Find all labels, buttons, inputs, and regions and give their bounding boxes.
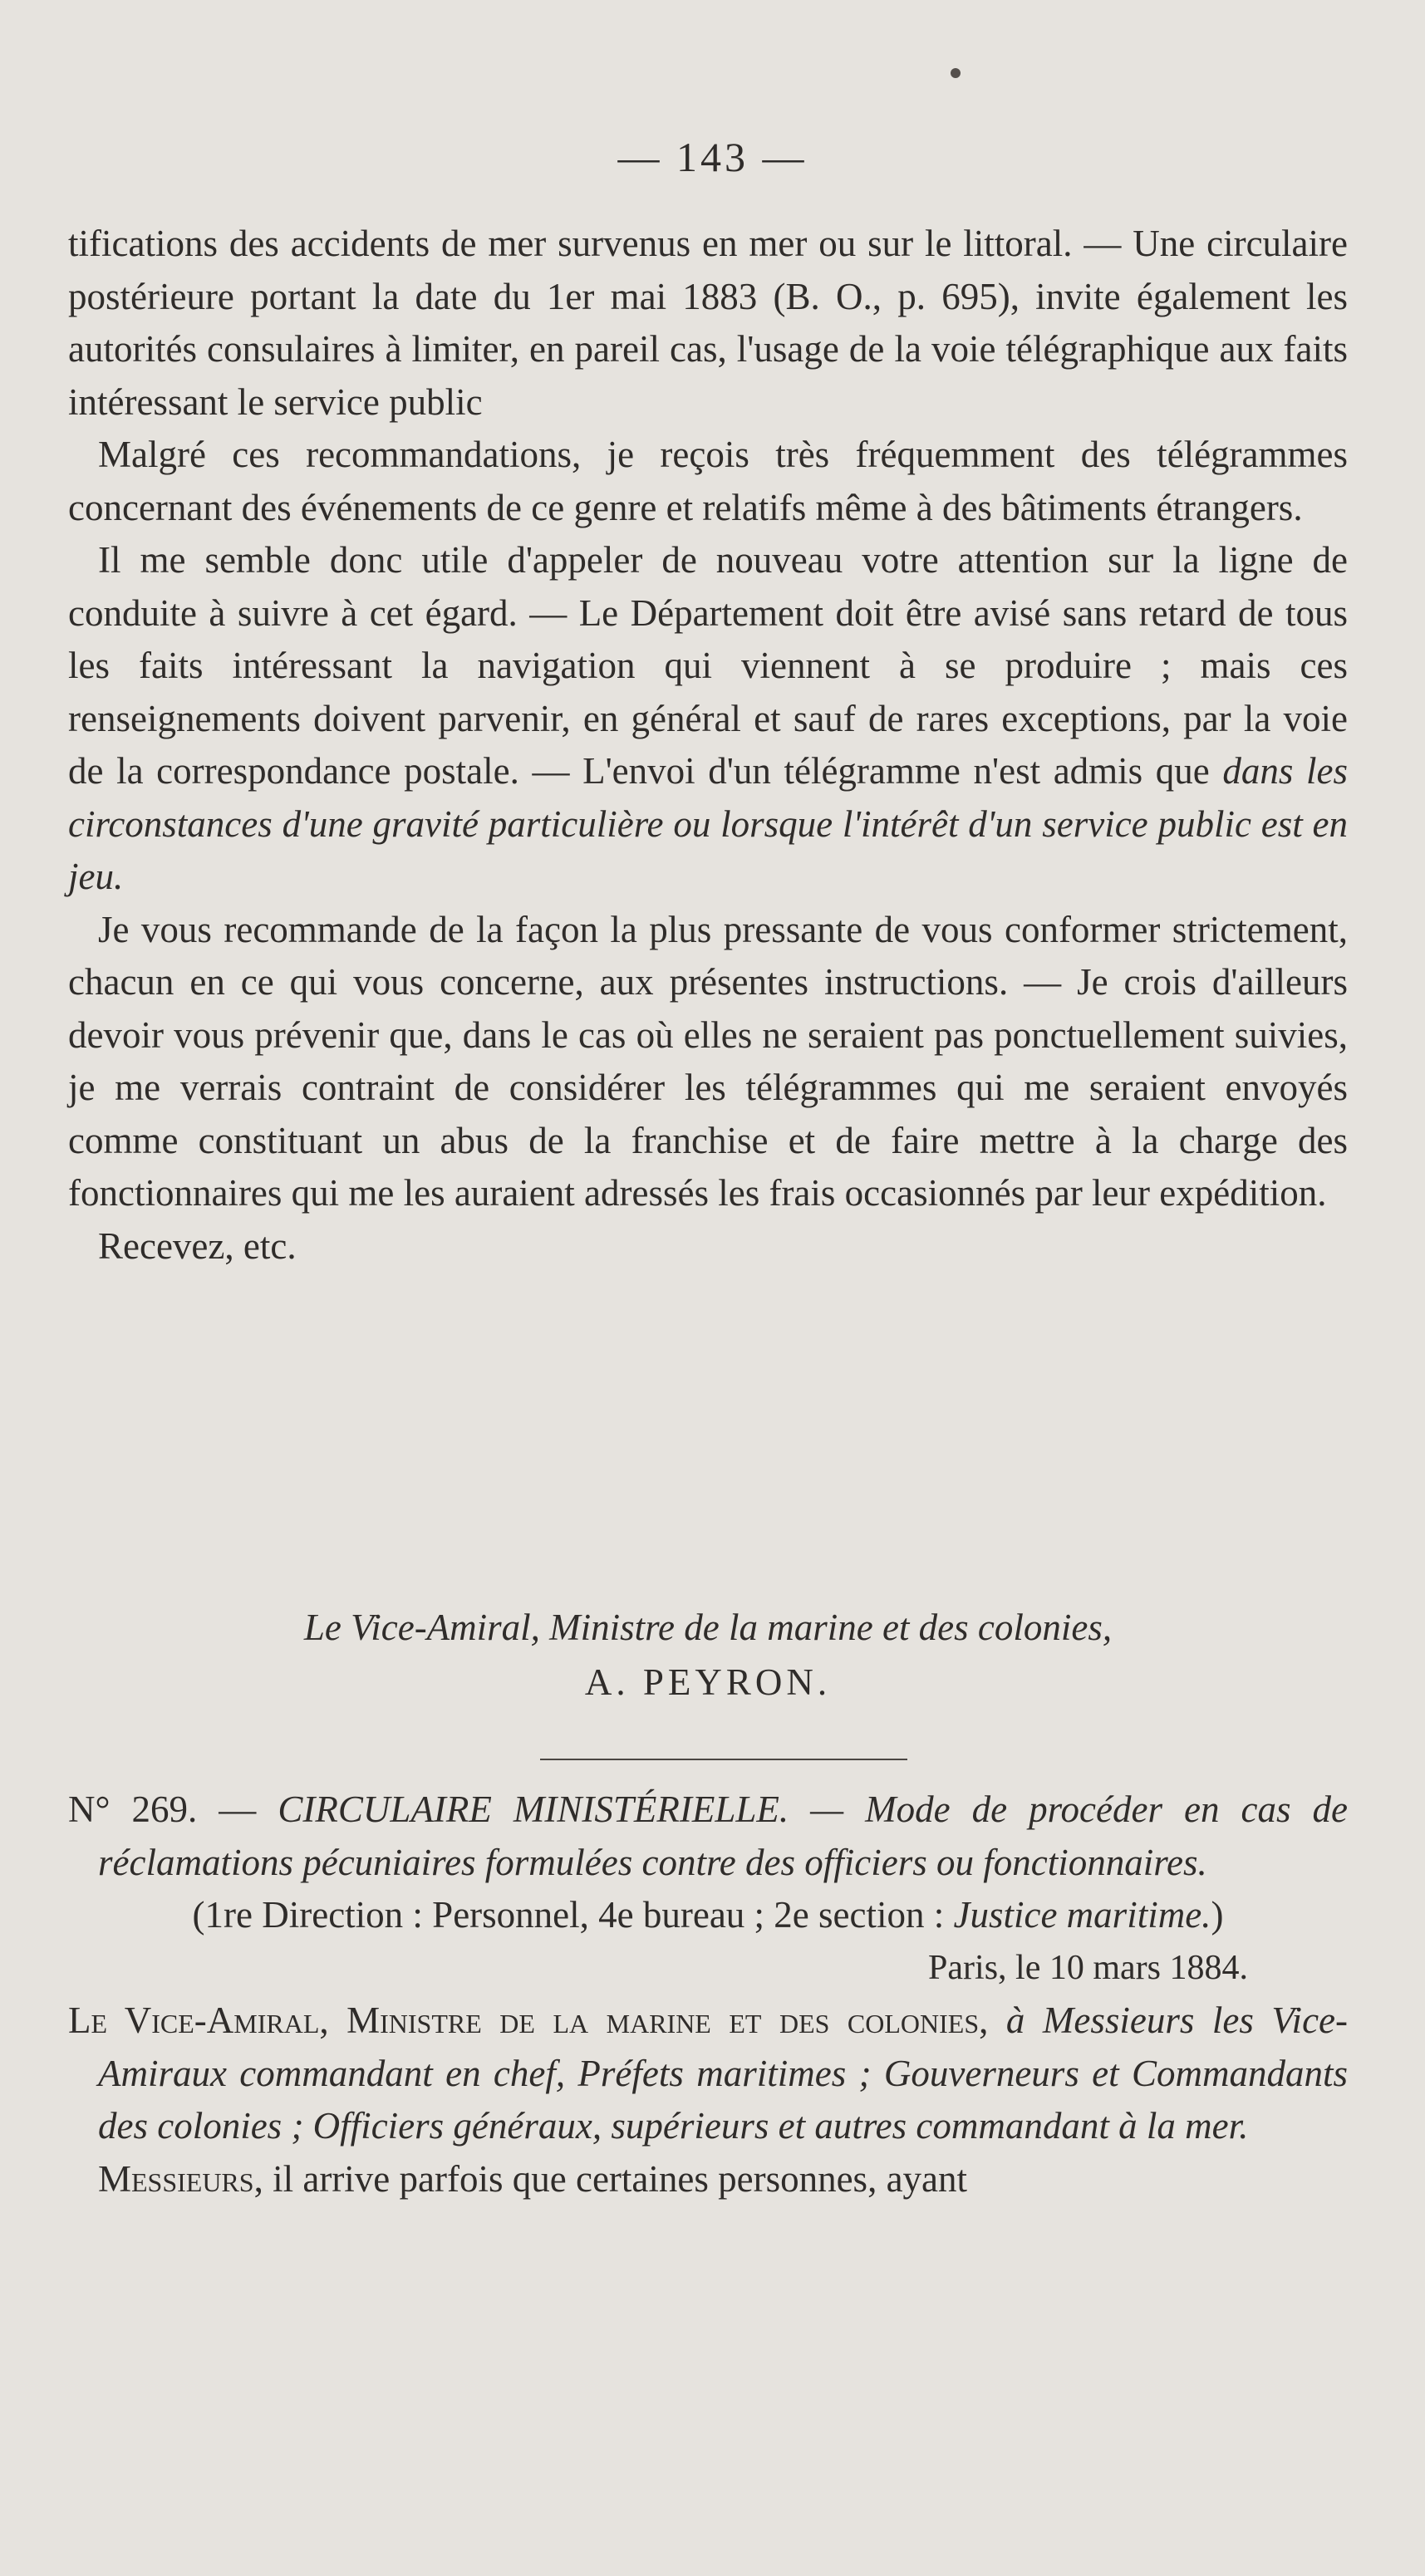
recipients: à Messieurs les Vice-Amiraux commandant en chef, Préfets maritimes ; Gouverneurs et Commandants des colonies ; Officiers généraux, supérieurs et autres commandant à la mer. xyxy=(98,1999,1348,2147)
circular-heading xyxy=(68,1784,1348,1889)
paragraph-line-of-conduct-emphasis: dans les circonstances d'une gravité particulière ou lorsque l'intérêt d'un service public est en jeu. xyxy=(68,750,1349,897)
dateline: Paris, le 10 mars 1884. xyxy=(928,1948,1248,1987)
signature-name: A. PEYRON. xyxy=(584,1661,832,1703)
paragraph-instructions: Je vous recommande de la façon la plus pressante de vous conformer strictement, chacun en ce qui vous concerne, aux présentes instructions. — Je crois d'ailleurs devoir vous prévenir que, dans le cas où elles ne seraient pas ponctuellement suivies, je me verrais contraint de considérer les télégrammes qui me seraient envoyés comme constituant un abus de la franchise et de faire mettre à la charge des fonctionnaires qui me les auraient adressés les frais occasionnés par leur expédition. xyxy=(68,908,1348,1214)
paragraph-recommendations: Malgré ces recommandations, je reçois très fréquemment des télégrammes concernant des événements de ce genre et relatifs même à des bâtiments étrangers. xyxy=(68,434,1348,528)
closing-formula: Recevez, etc. xyxy=(98,1224,297,1267)
salutation: Messieurs, xyxy=(98,2157,263,2200)
section-divider xyxy=(540,1759,907,1760)
sender: Le Vice-Amiral, Ministre de la marine et des colonies, xyxy=(68,1999,989,2041)
direction-section: Justice maritime. xyxy=(953,1894,1211,1936)
circular-title: CIRCULAIRE MINISTÉRIELLE. — Mode de procéder en cas de réclamations pécuniaires formulées contre des officiers ou fonctionnaires. xyxy=(98,1788,1348,1883)
circular-number: N° 269. — xyxy=(68,1788,278,1830)
circular-direction xyxy=(68,1889,1348,1942)
direction-text: (1re Direction : Personnel, 4e bureau ; 2e section : xyxy=(192,1894,954,1936)
opening-text: il arrive parfois que certaines personnes, ayant xyxy=(263,2157,968,2200)
circular-continuation xyxy=(68,218,1348,1273)
address-block xyxy=(68,1995,1348,2153)
ink-spot xyxy=(951,68,961,78)
paragraph-line-of-conduct xyxy=(68,534,1348,904)
paragraph-line-of-conduct-text: Il me semble donc utile d'appeler de nouveau votre attention sur la ligne de conduite à suivre à cet égard. — Le Département doit être avisé sans retard de tous les faits intéressant la navigation qui viennent à se produire ; mais ces renseignements doivent parvenir, en général et sauf de rares exceptions, par la voie de la correspondance postale. — L'envoi d'un télégramme n'est admis que xyxy=(68,539,1348,792)
letter-opening xyxy=(68,2153,1348,2206)
page-number: — 143 — xyxy=(617,134,808,180)
signature-title: Le Vice-Amiral, Ministre de la marine et des colonies, xyxy=(303,1607,1113,1648)
direction-close: ) xyxy=(1211,1894,1224,1936)
paragraph-telegraph-usage: tifications des accidents de mer survenus en mer ou sur le littoral. — Une circulaire postérieure portant la date du 1er mai 1883 (B. O., p. 695), invite également les autorités consulaires à limiter, en pareil cas, l'usage de la voie télégraphique aux faits intéressant le service public xyxy=(68,223,1348,423)
circular-269 xyxy=(68,1784,1348,2206)
